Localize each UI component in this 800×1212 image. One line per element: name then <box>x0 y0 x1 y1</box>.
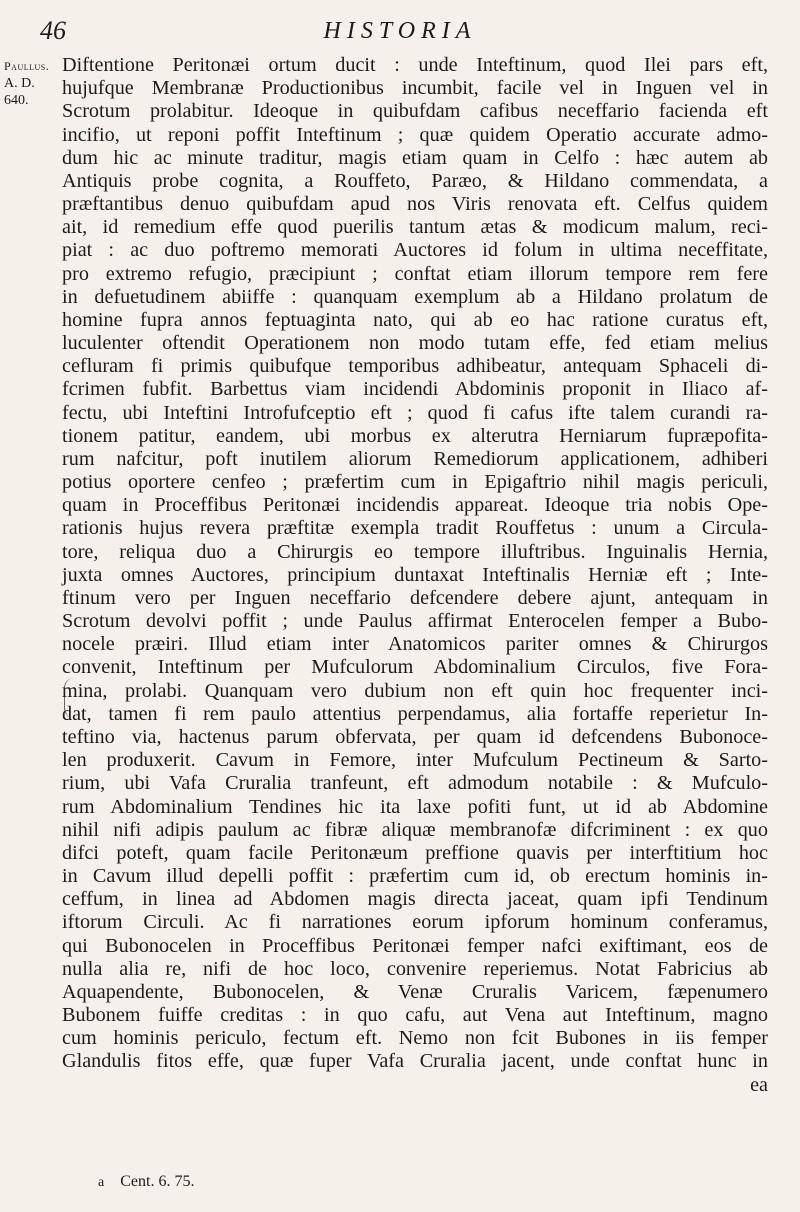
margin-note <box>4 58 60 109</box>
text-line: in Cavum illud depelli poffit : præfertim cum id, ob erectum hominis in- <box>62 865 768 888</box>
text-line: Aquapendente, Bubonocelen, & Venæ Cruralis Varicem, fæpenumero <box>62 980 768 1003</box>
text-line: potius oportere cenfeo ; præfertim cum in Epigaftrio nihil magis periculi, <box>62 471 768 494</box>
text-line: incifio, ut reponi poffit Inteftinum ; quæ quidem Operatio accurate admo- <box>62 123 768 146</box>
margin-note-line: Paullus. <box>4 59 50 73</box>
text-line: Antiquis probe cognita, a Rouffeto, Paræo, & Hildano commendata, a <box>62 169 768 192</box>
text-line: Scrotum devolvi poffit ; unde Paulus affirmat Enterocelen femper a Bubo- <box>62 610 768 633</box>
text-line: difci poteft, quam facile Peritonæum preffione quavis per interftitium hoc <box>62 841 768 864</box>
text-line: nihil nifi adipis paulum ac fibræ aliquæ membranofæ difcriminent : ex quo <box>62 818 768 841</box>
margin-note-line: 640. <box>4 93 29 108</box>
text-line: hujufque Membranæ Productionibus incumbit, facile vel in Inguen vel in <box>62 77 768 100</box>
text-line: rium, ubi Vafa Cruralia tranfeunt, eft admodum notabile : & Mufculo- <box>62 772 768 795</box>
catchword: ea <box>750 1073 768 1096</box>
text-line: teftino via, hactenus parum obfervata, per quam id defcendens Bubonoce- <box>62 725 768 748</box>
text-line: præftantibus denuo quibufdam apud nos Viris renovata eft. Celfus quidem <box>62 193 768 216</box>
text-line: in defuetudinem abiiffe : quanquam exemplum ab a Hildano prolatum de <box>62 285 768 308</box>
text-line: tore, reliqua duo a Chirurgis eo tempore illuftribus. Inguinalis Hernia, <box>62 540 768 563</box>
text-line: iftorum Circuli. Ac fi narrationes eorum ipforum hominum conferamus, <box>62 911 768 934</box>
text-line: homine fupra annos feptuaginta nato, qui ab eo hac ratione curatus eft, <box>62 308 768 331</box>
text-line: Bubonem fuiffe creditas : in quo cafu, aut Vena aut Inteftinum, magno <box>62 1004 768 1027</box>
text-line: nulla alia re, nifi de hoc loco, convenire reperiemus. Notat Fabricius ab <box>62 957 768 980</box>
text-line: Scrotum prolabitur. Ideoque in quibufdam cafibus neceffario facienda eft <box>62 100 768 123</box>
text-line: pro extremo refugio, præcipiunt ; conftat etiam illorum tempore rem fere <box>62 262 768 285</box>
text-line: fcrimen fubfit. Barbettus viam incidendi Abdominis proponit in Iliaco af- <box>62 378 768 401</box>
text-line: rum Abdominalium Tendines hic ita laxe pofiti funt, ut id ab Abdomine <box>62 795 768 818</box>
text-line: piat : ac duo poftremo memorati Auctores id folum in ultima neceffitate, <box>62 239 768 262</box>
footnote <box>98 1173 194 1191</box>
page-number: 46 <box>40 16 66 45</box>
text-line: ait, id remedium effe quod puerilis tantum ætas & modicum malum, reci- <box>62 216 768 239</box>
text-line: fectu, ubi Inteftini Introfufceptio eft ; quod fi cafus ifte talem curandi ra- <box>62 401 768 424</box>
text-line: ceffum, in linea ad Abdomen magis directa jaceat, quam ipfi Tendinum <box>62 888 768 911</box>
margin-note-line: A. D. <box>4 76 35 91</box>
page-header <box>0 12 800 52</box>
text-line: mina, prolabi. Quanquam vero dubium non eft quin hoc frequenter inci- <box>62 679 768 702</box>
text-line: nocele præiri. Illud etiam inter Anatomicos pariter omnes & Chirurgos <box>62 633 768 656</box>
text-line: Diftentione Peritonæi ortum ducit : unde Inteftinum, quod Ilei pars eft, <box>62 54 768 76</box>
text-line: len produxerit. Cavum in Femore, inter Mufculum Pectineum & Sarto- <box>62 749 768 772</box>
text-line: quam in Proceffibus Peritonæi incidendis appareat. Ideoque tria nobis Ope- <box>62 494 768 517</box>
text-line: dum hic ac minute traditur, magis etiam quam in Celfo : hæc autem ab <box>62 146 768 169</box>
text-line: dat, tamen fi rem paulo attentius perpendamus, alia fortaffe reperietur In- <box>62 702 768 725</box>
body-text <box>62 54 768 1097</box>
text-line: ftinum vero per Inguen neceffario defcendere debere ajunt, antequam in <box>62 586 768 609</box>
text-line: qui Bubonocelen in Proceffibus Peritonæi femper nafci exiftimant, eos de <box>62 934 768 957</box>
text-line: rationis hujus revera præftitæ exempla tradit Rouffetus : unum a Circula- <box>62 517 768 540</box>
text-line: cefluram fi primis quibufque temporibus adhibeatur, antequam Sphaceli di- <box>62 355 768 378</box>
text-line: cum hominis periculo, fectum eft. Nemo non fcit Bubones in iis femper <box>62 1027 768 1050</box>
text-line: juxta omnes Auctores, principium duntaxat Inteftinalis Herniæ eft ; Inte- <box>62 563 768 586</box>
footnote-mark: a <box>98 1175 105 1190</box>
text-line: rum nafcitur, poft inutilem aliorum Remediorum applicationem, adhiberi <box>62 447 768 470</box>
footnote-text: Cent. 6. 75. <box>120 1173 195 1190</box>
text-line: tionem patitur, eandem, ubi morbus ex alterutra Herniarum fupræpofita- <box>62 424 768 447</box>
text-line: luculenter oftendit Operationem non modo tutam effe, fed etiam melius <box>62 332 768 355</box>
running-title: HISTORIA <box>323 18 477 44</box>
text-line: Glandulis fitos effe, quæ fuper Vafa Cruralia jacent, unde conftat hunc in <box>62 1050 768 1073</box>
text-line: convenit, Inteftinum per Mufculorum Abdominalium Circulos, five Fora- <box>62 656 768 679</box>
